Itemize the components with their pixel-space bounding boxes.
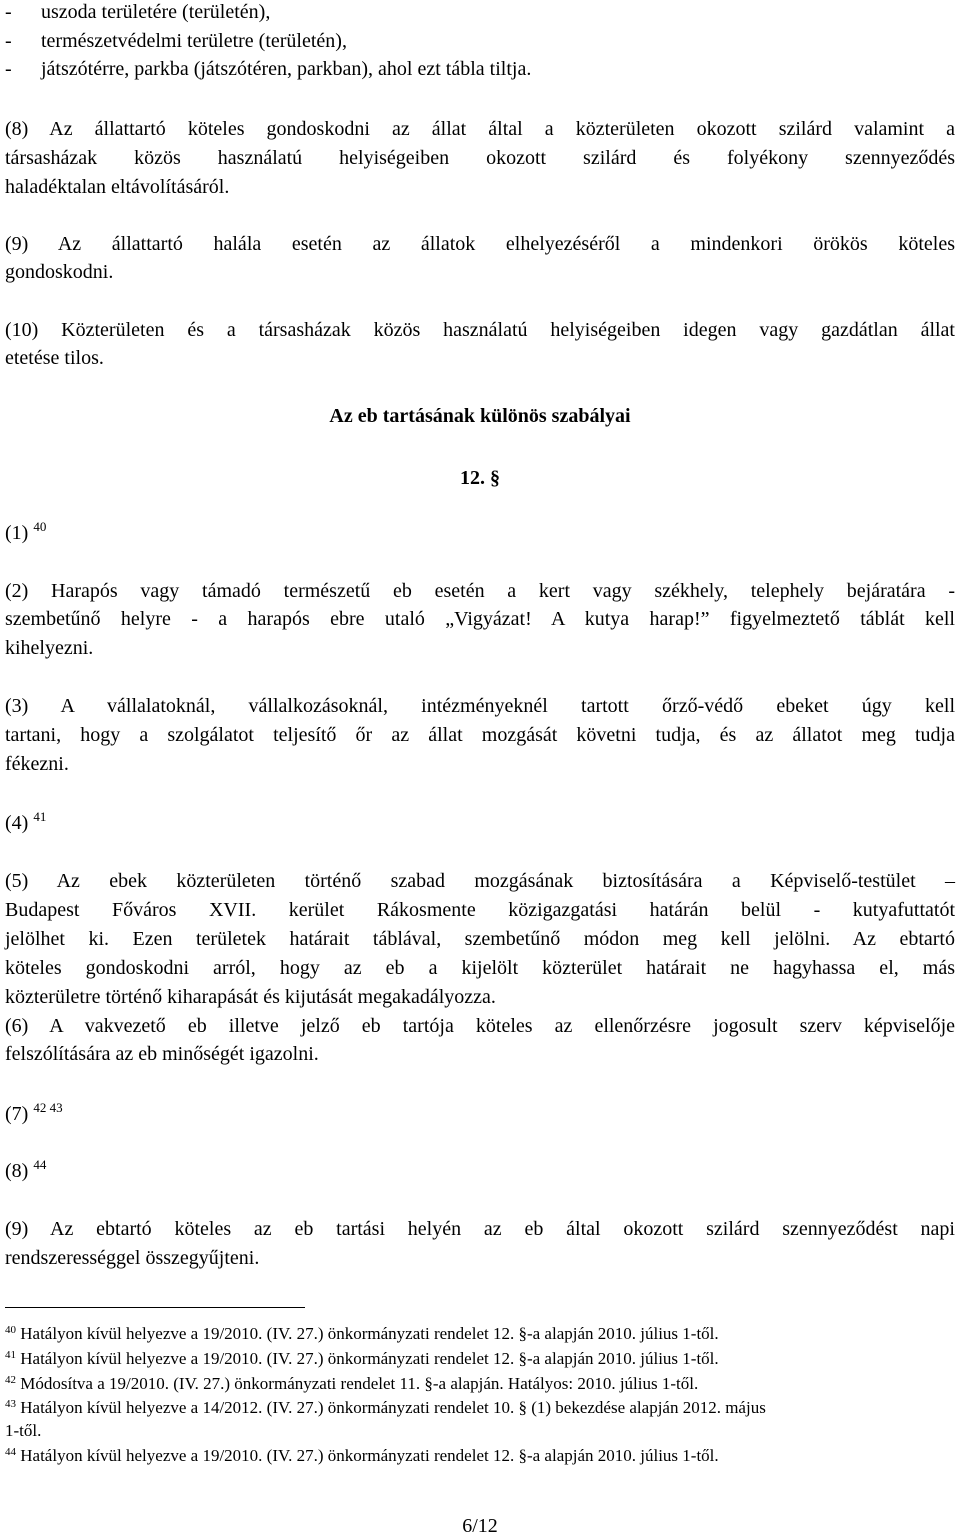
list-item-text: természetvédelmi területre (területén), [41,30,347,52]
list-dash: - [5,1,12,23]
subsection-9-line: (9) Az ebtartó köteles az eb tartási helyén az eb által okozott szilárd szennyeződést napi [5,1218,955,1240]
list-item [5,57,531,81]
subsection-label: (4) [5,812,29,834]
subsection-5-line: Budapest Főváros XVII. kerület Rákosmente közigazgatási határán belül - kutyafuttatót [5,899,955,921]
footnote [5,1348,719,1369]
subsection-6-line: felszólítására az eb minőségét igazolni. [5,1043,319,1065]
page-number: 6/12 [462,1515,498,1537]
subsection-6-line: (6) A vakvezető eb illetve jelző eb tartója köteles az ellenőrzésre jogosult szerv képviselője [5,1015,955,1037]
subsection-5-line: közterületre történő kiharapását és kijutását megakadályozza. [5,986,496,1008]
footnote [5,1397,766,1418]
subsection-3-line: tartani, hogy a szolgálatot teljesítő őr az állat mozgását követni tudja, és az állatot meg tudja [5,724,955,746]
footnote-text: Hatályon kívül helyezve a 19/2010. (IV. 27.) önkormányzati rendelet 12. §-a alapján 2010. július 1-től. [20,1446,719,1465]
footnote-number: 43 [5,1398,16,1410]
footnote-number: 42 [5,1374,16,1386]
subsection-5-line: (5) Az ebek közterületen történő szabad mozgásának biztosítására a Képviselő-testület – [5,870,955,892]
subsection-4 [5,811,46,835]
paragraph-9-line: gondoskodni. [5,261,114,283]
paragraph-9-line: (9) Az állattartó halála esetén az állatok elhelyezéséről a mindenkori örökös köteles [5,233,955,255]
footnote [5,1373,698,1394]
subsection-label: (8) [5,1160,29,1182]
subsection-1 [5,521,46,545]
subsection-5-line: jelölhet ki. Ezen területek határait táblával, szembetűnő módon meg kell jelölni. Az ebtartó [5,928,955,950]
subsection-3-line: (3) A vállalatoknál, vállalkozásoknál, intézményeknél tartott őrző-védő ebeket úgy kell [5,695,955,717]
list-item-text: uszoda területére (területén), [41,1,271,23]
paragraph-8-line: társasházak közös használatú helyiségeiben okozott szilárd és folyékony szennyeződés [5,147,955,169]
footnote-number: 40 [5,1324,16,1336]
footnote-ref: 40 [33,519,47,534]
footnote-ref: 44 [33,1157,47,1172]
section-title: Az eb tartásának különös szabályai [329,405,631,427]
paragraph-8-line: haladéktalan eltávolításáról. [5,176,230,198]
list-item-text: játszótérre, parkba (játszótéren, parkban), ahol ezt tábla tiltja. [41,58,532,80]
footnote-text: Hatályon kívül helyezve a 19/2010. (IV. 27.) önkormányzati rendelet 12. §-a alapján 2010. július 1-től. [20,1324,719,1343]
paragraph-10-line: etetése tilos. [5,347,104,369]
subsection-label: (1) [5,522,29,544]
footnote-text: Módosítva a 19/2010. (IV. 27.) önkormányzati rendelet 11. §-a alapján. Hatályos: 2010. július 1-től. [20,1374,699,1393]
footnote [5,1445,719,1466]
list-item [5,29,347,53]
list-dash: - [5,58,12,80]
subsection-label: (7) [5,1103,29,1125]
subsection-2-line: szembetűnő helyre - a harapós ebre utaló „Vigyázat! A kutya harap!” figyelmeztető táblát kell [5,608,955,630]
paragraph-8-line: (8) Az állattartó köteles gondoskodni az állat által a közterületen okozott szilárd valamint a [5,118,955,140]
footnote [5,1323,719,1344]
subsection-3-line: fékezni. [5,753,69,775]
footnote-number: 41 [5,1349,16,1361]
list-item [5,0,270,24]
subsection-2-line: kihelyezni. [5,637,94,659]
subsection-2-line: (2) Harapós vagy támadó természetű eb esetén a kert vagy székhely, telephely bejáratára - [5,580,955,602]
list-dash: - [5,30,12,52]
footnote-number: 44 [5,1446,16,1458]
subsection-7 [5,1102,63,1126]
subsection-5-line: köteles gondoskodni arról, hogy az eb a kijelölt közterület határait ne hagyhassa el, más [5,957,955,979]
paragraph-10-line: (10) Közterületen és a társasházak közös használatú helyiségeiben idegen vagy gazdátlan állat [5,319,955,341]
footnote-text: Hatályon kívül helyezve a 14/2012. (IV. 27.) önkormányzati rendelet 10. § (1) bekezdése alapján 2012. május [20,1398,766,1417]
subsection-8 [5,1159,46,1183]
footnote-text: Hatályon kívül helyezve a 19/2010. (IV. 27.) önkormányzati rendelet 12. §-a alapján 2010. július 1-től. [20,1349,719,1368]
footnote-ref: 41 [33,809,47,824]
footnote-ref: 42 43 [33,1100,63,1115]
section-number: 12. § [460,467,500,489]
footnote-continuation: 1-től. [5,1421,42,1440]
footnote-separator [5,1307,305,1308]
subsection-9-line: rendszerességgel összegyűjteni. [5,1247,260,1269]
